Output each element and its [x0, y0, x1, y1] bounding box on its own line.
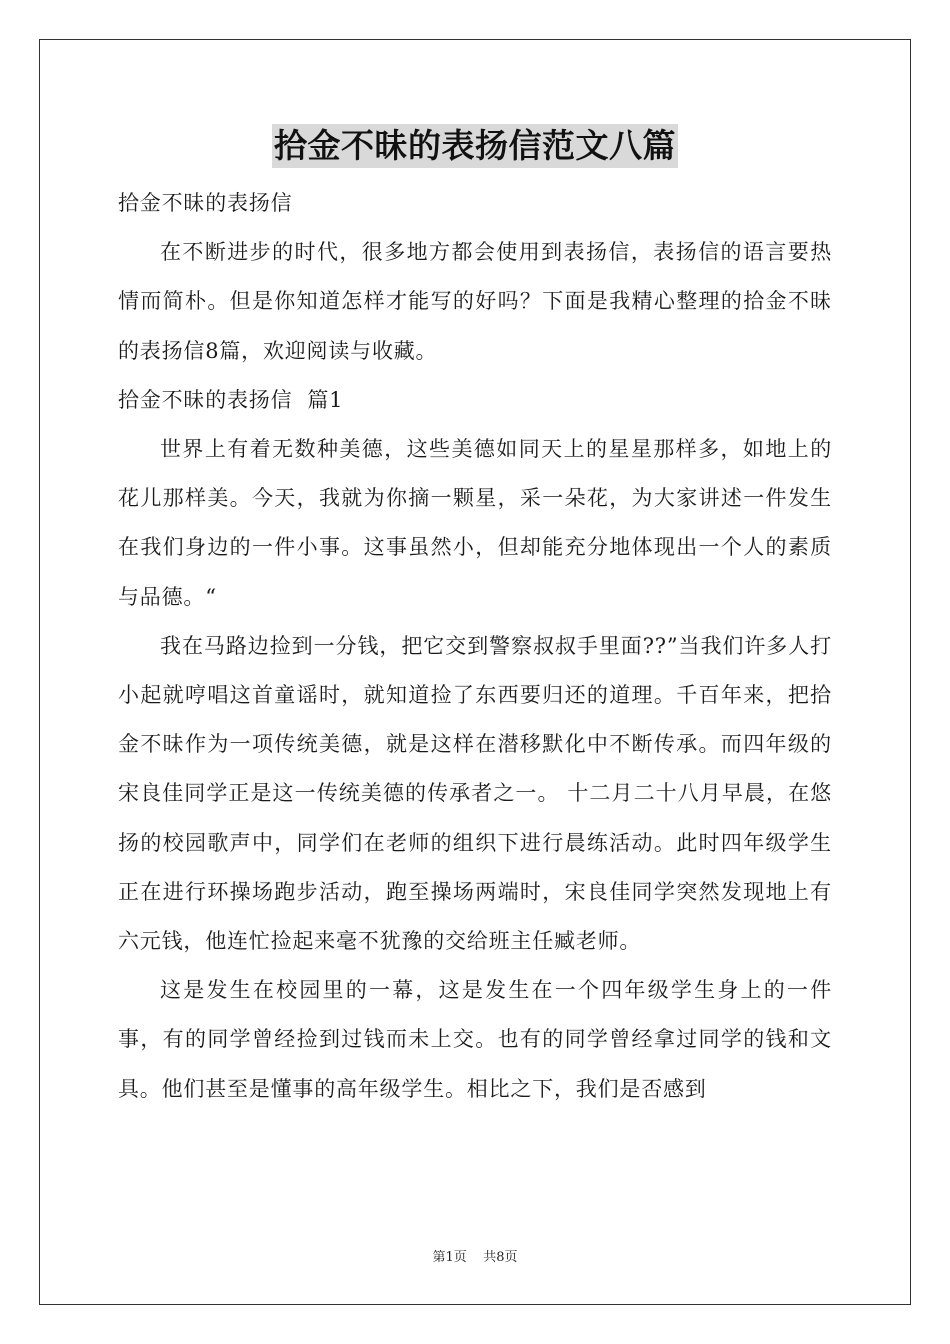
paragraph: 这是发生在校园里的一幕，这是发生在一个四年级学生身上的一件事，有的同学曾经捡到过钱而未上交。也有的同学曾经拿过同学的钱和文具。他们甚至是懂事的高年级学生。相比之下，我们是否感到 [118, 978, 832, 1101]
document-body [118, 179, 832, 1114]
paragraph: 世界上有着无数种美德，这些美德如同天上的星星那样多，如地上的花儿那样美。今天，我就为你摘一颗星，采一朵花，为大家讲述一件发生在我们身边的一件小事。这事虽然小，但却能充分地体现出一个人的素质与品德。“ [118, 437, 832, 609]
section-heading: 拾金不昧的表扬信 篇1 [118, 387, 344, 412]
section-heading: 拾金不昧的表扬信 [118, 191, 293, 215]
title-wrap [0, 124, 950, 168]
paragraph: 在不断进步的时代，很多地方都会使用到表扬信，表扬信的语言要热情而简朴。但是你知道怎样才能写的好吗？下面是我精心整理的拾金不昧的表扬信8篇，欢迎阅读与收藏。 [118, 240, 832, 363]
page-number-label: 第1页 共8页 [432, 1250, 518, 1265]
page-footer [0, 1246, 950, 1265]
paragraph: 我在马路边捡到一分钱，把它交到警察叔叔手里面??”当我们许多人打小起就哼唱这首童谣时，就知道捡了东西要归还的道理。千百年来，把拾金不昧作为一项传统美德，就是这样在潜移默化中不断传承。而四年级的宋良佳同学正是这一传统美德的传承者之一。 十二月二十八月早晨，在悠扬的校园歌声中，同学们在老师的组织下进行晨练活动。此时四年级学生正在进行环操场跑步活动，跑至操场两端时，宋良佳同学突然发现地上有六元钱，他连忙捡起来毫不犹豫的交给班主任臧老师。 [118, 633, 832, 954]
document-title: 拾金不昧的表扬信范文八篇 [272, 124, 678, 168]
